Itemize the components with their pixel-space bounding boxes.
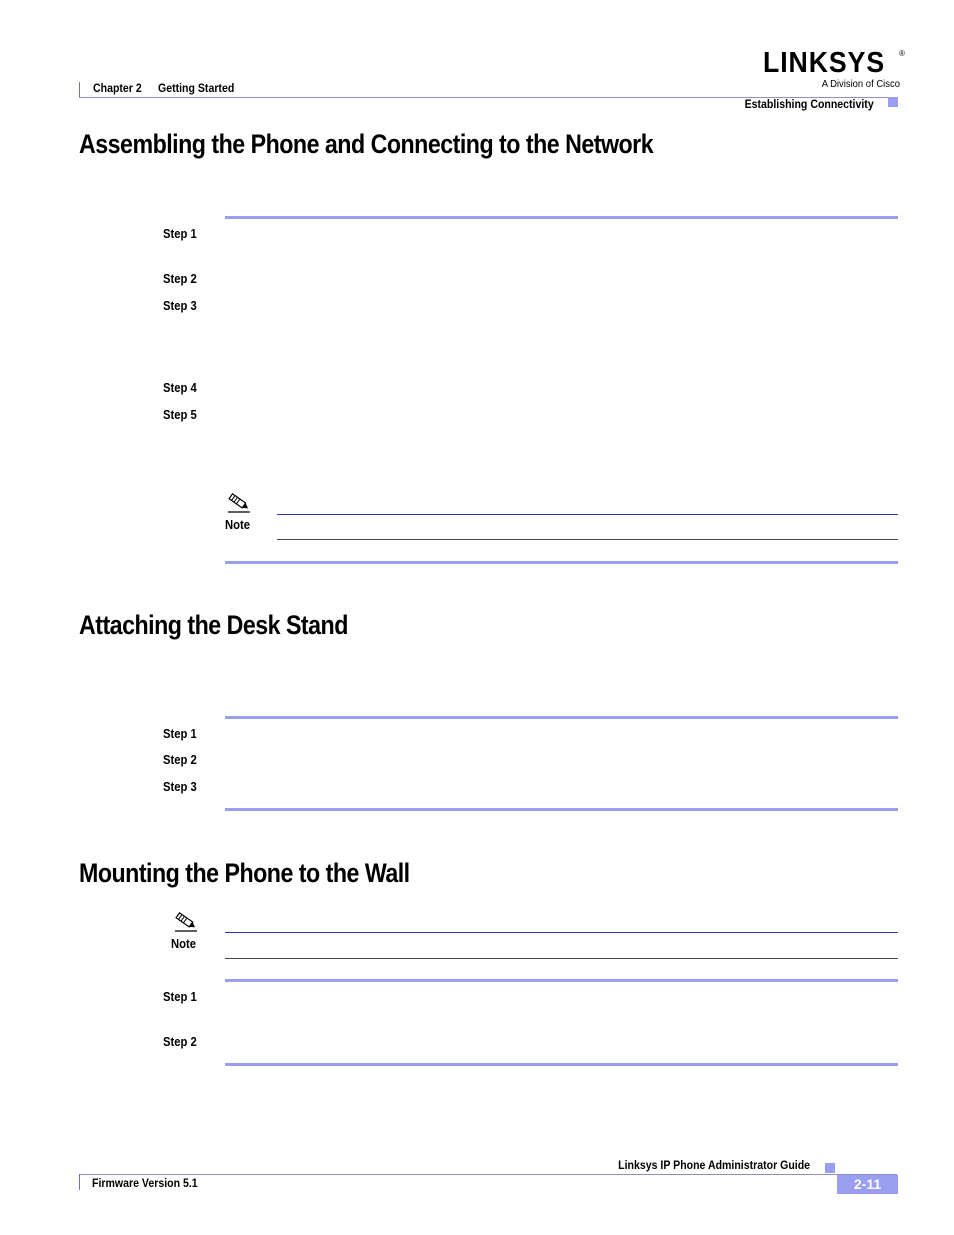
- step-label: Step 2: [163, 1035, 197, 1049]
- step-label: Step 5: [163, 408, 197, 422]
- footer-square: [825, 1163, 835, 1173]
- pencil-icon: [226, 491, 252, 513]
- note-rule-bottom: [225, 958, 898, 959]
- section-title: Attaching the Desk Stand: [79, 610, 348, 640]
- header-square: [888, 97, 898, 107]
- step-label: Step 1: [163, 227, 197, 241]
- pencil-icon: [173, 910, 199, 932]
- note-rule-bottom: [277, 539, 898, 540]
- page-number-box: [837, 1175, 898, 1194]
- logo-registered: ®: [899, 49, 905, 58]
- step-label: Step 2: [163, 753, 197, 767]
- linksys-logo: [760, 47, 905, 93]
- footer-guide-title: Linksys IP Phone Administrator Guide: [618, 1158, 810, 1172]
- procedure-rule-top: [225, 716, 898, 719]
- header-chapter: Chapter 2: [93, 81, 142, 95]
- note-label: Note: [225, 518, 251, 532]
- note-label: Note: [171, 937, 197, 951]
- section-title: Mounting the Phone to the Wall: [79, 858, 410, 888]
- footer-rule: [79, 1174, 897, 1175]
- procedure-rule-bottom: [225, 1063, 898, 1066]
- procedure-rule-bottom: [225, 808, 898, 811]
- step-label: Step 1: [163, 990, 197, 1004]
- step-label: Step 2: [163, 272, 197, 286]
- step-label: Step 1: [163, 727, 197, 741]
- logo-wordmark: LINKSYS: [763, 47, 886, 79]
- page-number: 2-11: [853, 1176, 882, 1192]
- step-label: Step 3: [163, 780, 197, 794]
- section-title: Assembling the Phone and Connecting to the Network: [79, 129, 654, 159]
- footer-firmware: Firmware Version 5.1: [92, 1176, 198, 1190]
- header-section: Establishing Connectivity: [744, 97, 874, 111]
- step-label: Step 3: [163, 299, 197, 313]
- logo-subtitle: A Division of Cisco: [821, 78, 900, 90]
- procedure-rule-top: [225, 979, 898, 982]
- procedure-rule-top: [225, 216, 898, 219]
- procedure-rule-bottom: [225, 561, 898, 564]
- step-label: Step 4: [163, 381, 197, 395]
- note-rule-top: [225, 932, 898, 933]
- note-rule-top: [277, 514, 898, 515]
- header-chapter-title: Getting Started: [158, 81, 235, 95]
- header-left-bar: [79, 82, 80, 98]
- footer-left-bar: [79, 1174, 80, 1190]
